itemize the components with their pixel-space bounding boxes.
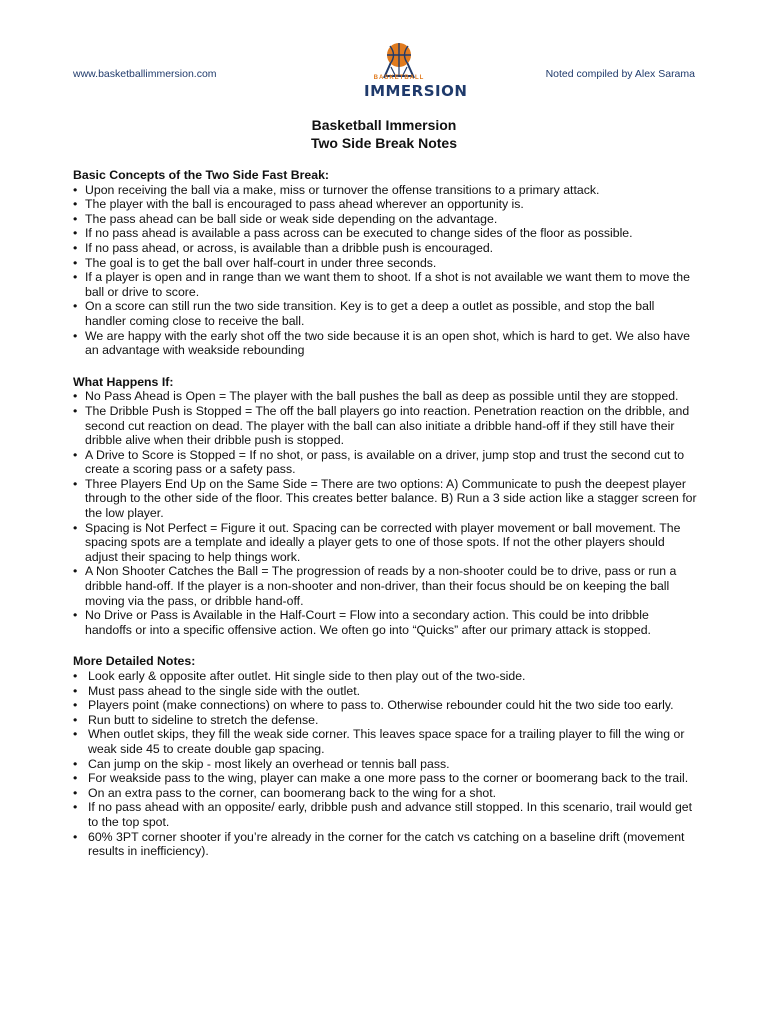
list-item: • Upon receiving the ball via a make, miss or turnover the offense transitions to a primary attack. <box>73 183 698 198</box>
list-item: • The Dribble Push is Stopped = The off the ball players go into reaction. Penetration reaction on the dribble, and second cut reaction on dead. The player with the ball can also initiate a dribble hand-off if they still have their dribble alive when their dribble push is stopped. <box>73 404 698 448</box>
site-url[interactable]: www.basketballimmersion.com <box>73 68 217 80</box>
section-title: What Happens If: <box>73 374 174 389</box>
section-more-detailed-notes <box>73 654 698 858</box>
list-item: • On a score can still run the two side transition. Key is to get a deep a outlet as possible, and stop the ball handler coming close to receive the ball. <box>73 299 698 328</box>
list-item: • If no pass ahead is available a pass across can be executed to change sides of the floor as possible. <box>73 226 698 241</box>
list-item: • Can jump on the skip - most likely an overhead or tennis ball pass. <box>73 757 698 772</box>
list-item: • No Drive or Pass is Available in the Half-Court = Flow into a secondary action. This could be into dribble handoffs or into a specific offensive action. We often go into “Quicks” after our primary attack is stopped. <box>73 608 698 637</box>
bullet-list <box>73 389 698 637</box>
list-item: • The goal is to get the ball over half-court in under three seconds. <box>73 256 698 271</box>
list-item: • 60% 3PT corner shooter if you’re already in the corner for the catch vs catching on a baseline drift (movement results in inefficiency). <box>73 830 698 859</box>
list-item: • Run butt to sideline to stretch the defense. <box>73 713 698 728</box>
list-item: • The pass ahead can be ball side or weak side depending on the advantage. <box>73 212 698 227</box>
list-item: • Must pass ahead to the single side with the outlet. <box>73 684 698 699</box>
document-body <box>73 168 698 876</box>
compiler-credit: Noted compiled by Alex Sarama <box>545 68 695 80</box>
section-basic-concepts <box>73 168 698 358</box>
list-item: • Players point (make connections) on where to pass to. Otherwise rebounder could hit the two side too early. <box>73 698 698 713</box>
section-title: More Detailed Notes: <box>73 654 196 669</box>
page-header <box>0 0 768 110</box>
list-item: • Look early & opposite after outlet. Hit single side to then play out of the two-side. <box>73 669 698 684</box>
list-item: • The player with the ball is encouraged to pass ahead wherever an opportunity is. <box>73 197 698 212</box>
section-title: Basic Concepts of the Two Side Fast Break: <box>73 168 330 182</box>
list-item: • When outlet skips, they fill the weak side corner. This leaves space space for a trailing player to fill the wing or weak side 45 to create double gap spacing. <box>73 727 698 756</box>
list-item: • We are happy with the early shot off the two side because it is an open shot, which is hard to get. We also have an advantage with weakside rebounding <box>73 329 698 358</box>
document-title: Basketball Immersion <box>311 117 457 133</box>
list-item: • If a player is open and in range than we want them to shoot. If a shot is not available we want them to move the ball or drive to score. <box>73 270 698 299</box>
bullet-list <box>73 669 698 859</box>
list-item: • A Drive to Score is Stopped = If no shot, or pass, is available on a driver, jump stop and trust the second cut to create a scoring pass or a safety pass. <box>73 448 698 477</box>
list-item: • On an extra pass to the corner, can boomerang back to the wing for a shot. <box>73 786 698 801</box>
document-titles <box>0 116 768 152</box>
list-item: • If no pass ahead, or across, is available than a dribble push is encouraged. <box>73 241 698 256</box>
list-item: • Spacing is Not Perfect = Figure it out. Spacing can be corrected with player movement or ball movement. The spacing spots are a template and ideally a player gets to one of those spots. If not the other players should adjust their spacing to help things work. <box>73 521 698 565</box>
section-what-happens-if <box>73 375 698 638</box>
list-item: • Three Players End Up on the Same Side = There are two options: A) Communicate to push the deepest player through to the other side of the floor. This creates better balance. B) Run a 3 side action like a stagger screen for the low player. <box>73 477 698 521</box>
list-item: • No Pass Ahead is Open = The player with the ball pushes the ball as deep as possible until they are stopped. <box>73 389 698 404</box>
list-item: • If no pass ahead with an opposite/ early, dribble push and advance still stopped. In this scenario, trail would get to the top spot. <box>73 800 698 829</box>
logo-big-text: IMMERSION <box>364 82 468 100</box>
bullet-list <box>73 183 698 358</box>
logo <box>364 40 468 102</box>
document-subtitle: Two Side Break Notes <box>310 135 457 151</box>
list-item: • A Non Shooter Catches the Ball = The progression of reads by a non-shooter could be to drive, pass or run a dribble hand-off. If the player is a non-shooter and non-driver, than their focus should be on keeping the ball moving via the pass, or dribble hand-off. <box>73 564 698 608</box>
list-item: • For weakside pass to the wing, player can make a one more pass to the corner or boomerang back to the trail. <box>73 771 698 786</box>
logo-small-text: BASKETBALL <box>373 75 425 81</box>
